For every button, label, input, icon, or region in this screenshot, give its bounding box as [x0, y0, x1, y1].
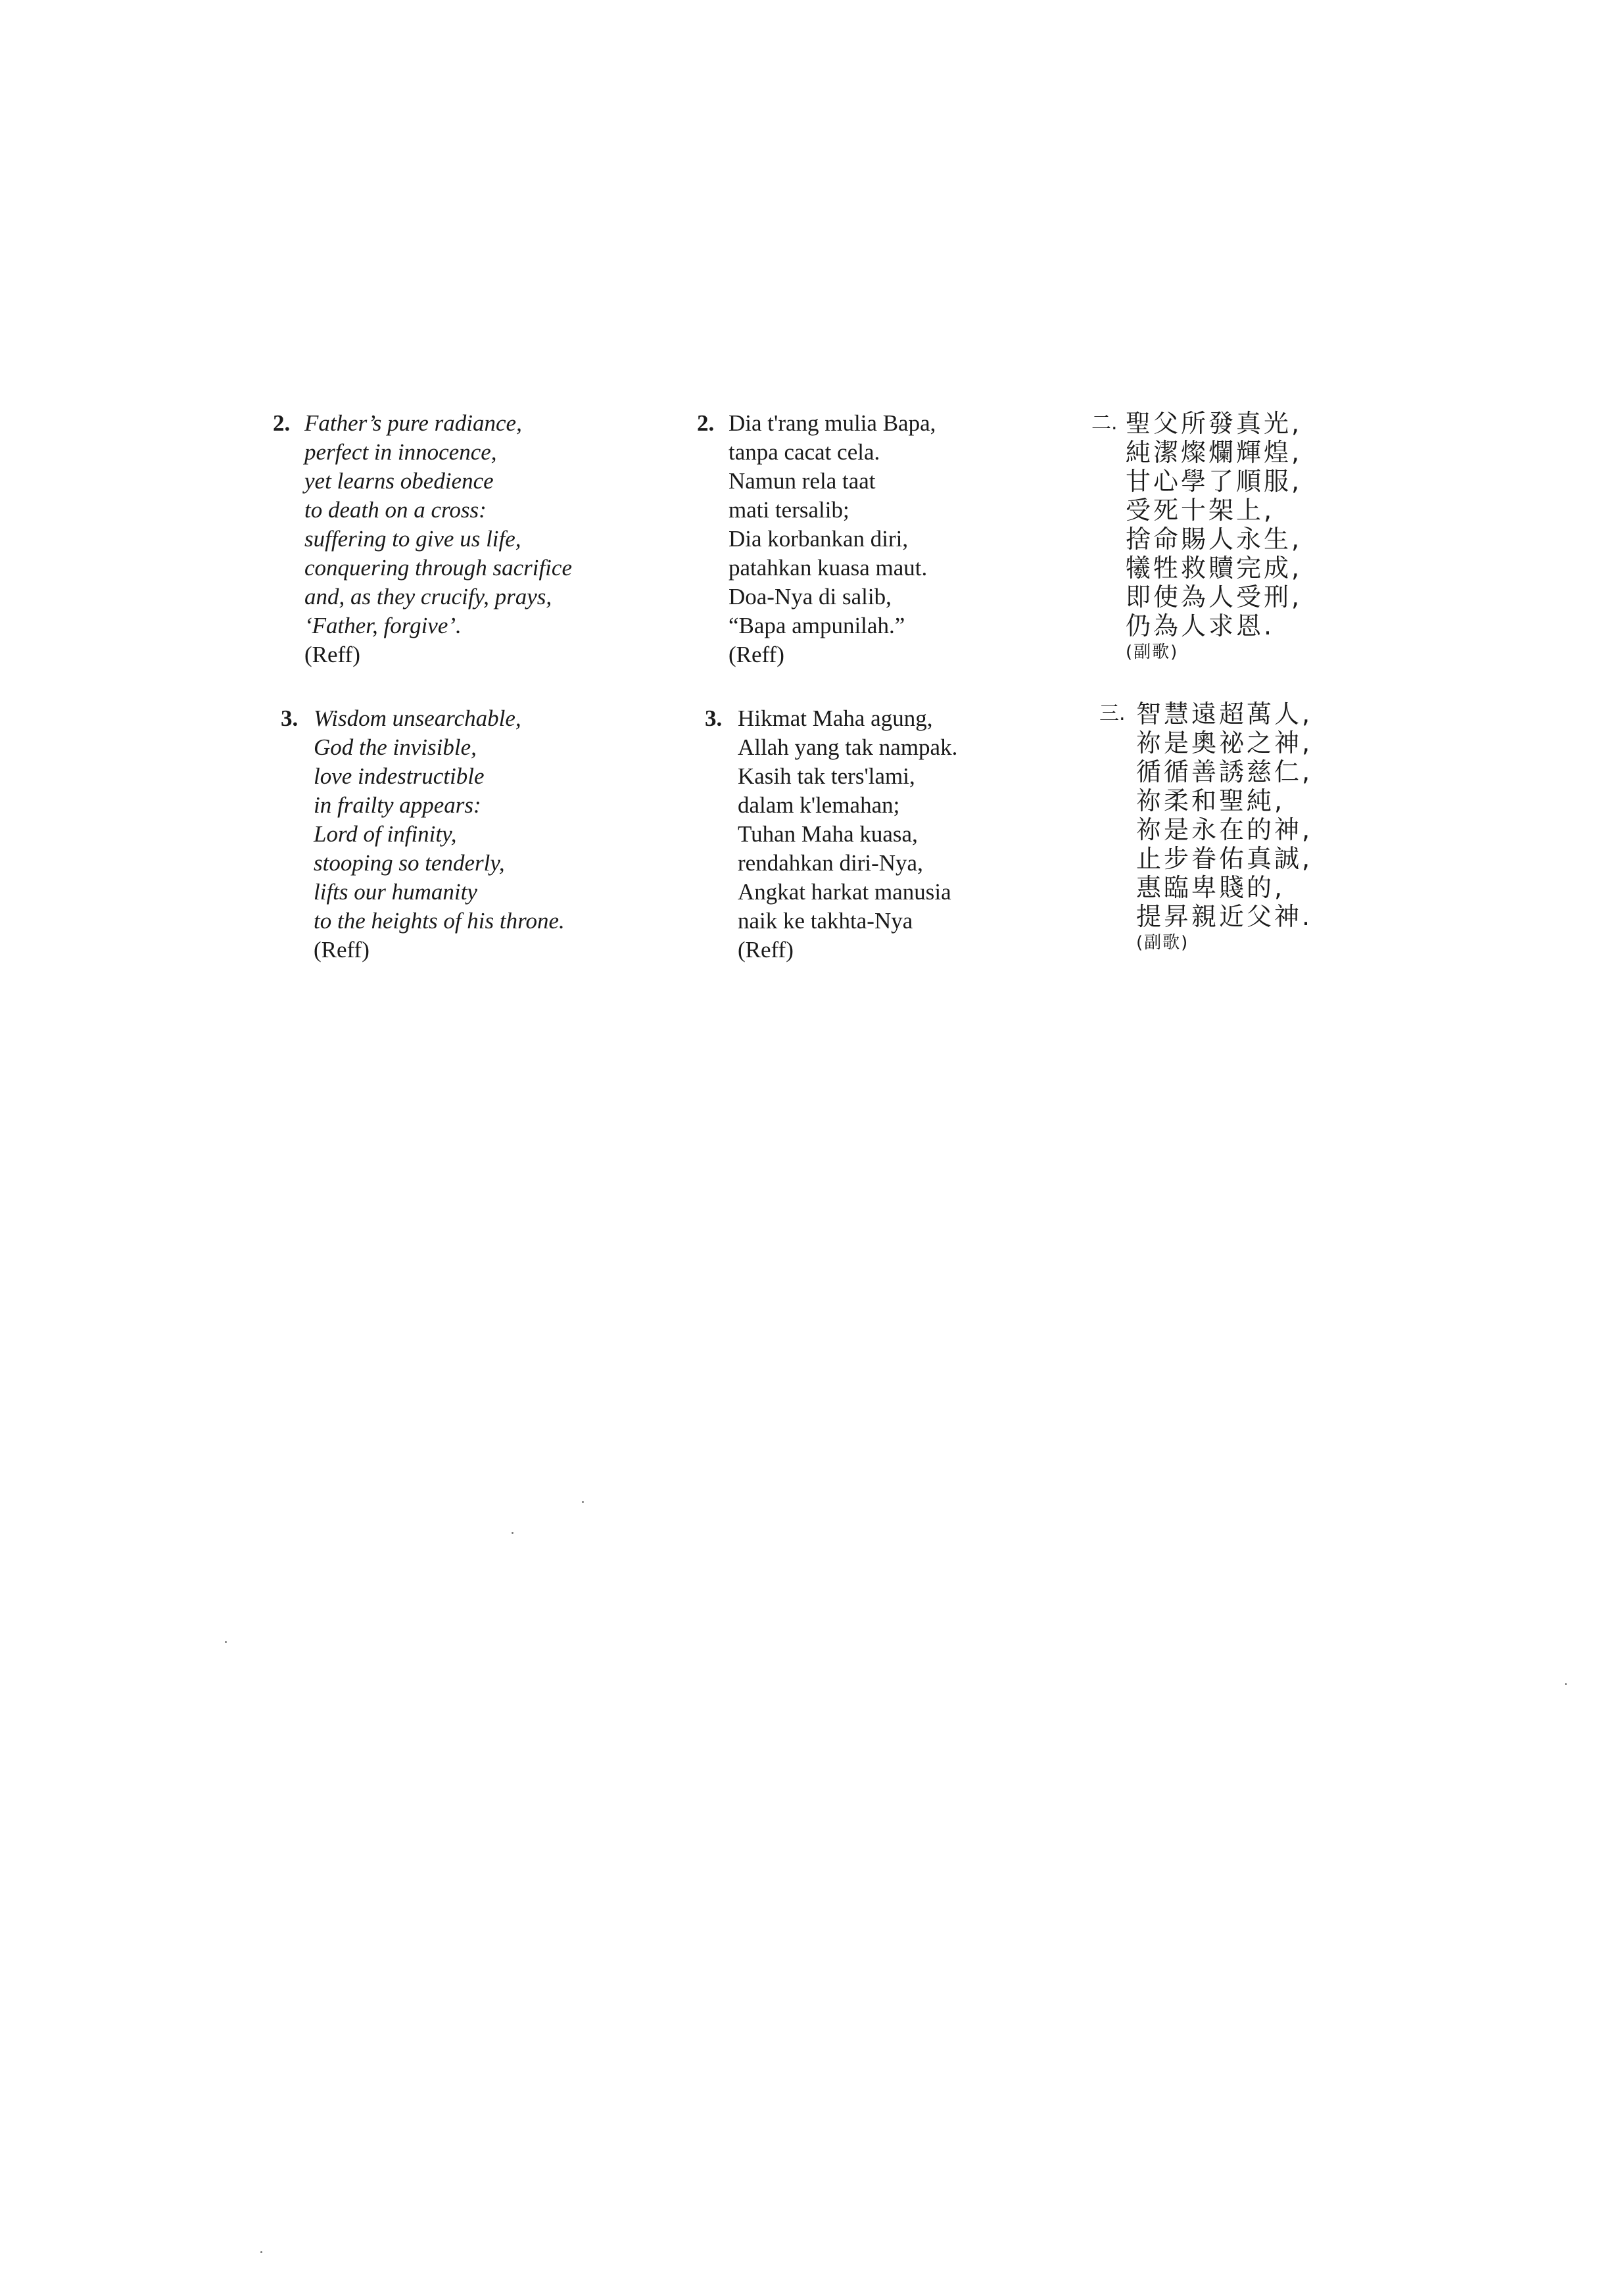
refrain-label: (Reff) — [738, 937, 794, 963]
lyric-line: stooping so tenderly, — [314, 850, 505, 876]
scan-speck — [1565, 1683, 1567, 1685]
lyric-line: 祢柔和聖純, — [1136, 786, 1285, 815]
lyric-line: lifts our humanity — [314, 879, 477, 905]
lyric-line: dalam k'lemahan; — [738, 792, 900, 818]
verse-number: 3. — [705, 705, 723, 731]
lyric-line: 甘心學了順服, — [1126, 467, 1302, 496]
scan-speck — [225, 1641, 227, 1643]
lyric-line: 惠臨卑賤的, — [1136, 873, 1285, 902]
lyric-line: patahkan kuasa maut. — [728, 555, 928, 581]
refrain-label: (副歌) — [1126, 642, 1179, 662]
lyric-line: Dia korbankan diri, — [728, 526, 909, 552]
lyric-line: yet learns obedience — [304, 468, 494, 494]
lyric-line: 止步眷佑真誠, — [1136, 844, 1313, 873]
lyric-line: love indestructible — [314, 763, 485, 789]
refrain-label: (副歌) — [1136, 933, 1189, 953]
verse-number: 3. — [281, 705, 299, 731]
lyric-line: “Bapa ampunilah.” — [728, 613, 905, 638]
refrain-label: (Reff) — [314, 937, 370, 963]
lyric-line: 祢是奧祕之神, — [1136, 728, 1313, 757]
lyric-line: to death on a cross: — [304, 497, 487, 523]
lyric-line: tanpa cacat cela. — [728, 439, 880, 465]
lyric-line: God the invisible, — [314, 734, 477, 760]
lyric-line: Namun rela taat — [728, 468, 876, 494]
lyric-line: 祢是永在的神, — [1136, 815, 1313, 844]
lyric-line: Tuhan Maha kuasa, — [738, 821, 918, 847]
lyric-line: 犧牲救贖完成, — [1126, 554, 1302, 583]
lyric-line: Angkat harkat manusia — [738, 879, 951, 905]
verse-number: 三. — [1099, 702, 1126, 725]
lyric-line: 循循善誘慈仁, — [1136, 757, 1313, 786]
verse-number: 2. — [697, 410, 715, 436]
refrain-label: (Reff) — [304, 642, 360, 667]
lyric-line: and, as they crucify, prays, — [304, 584, 552, 609]
scan-speck — [260, 2251, 262, 2253]
refrain-label: (Reff) — [728, 642, 784, 667]
lyric-line: ‘Father, forgive’. — [304, 613, 462, 638]
lyric-line: mati tersalib; — [728, 497, 849, 523]
lyric-line: 提昇親近父神. — [1136, 902, 1313, 931]
lyric-line: rendahkan diri-Nya, — [738, 850, 923, 876]
lyric-line: conquering through sacrifice — [304, 555, 572, 581]
verse-number: 二. — [1091, 412, 1118, 435]
lyric-line: Father’s pure radiance, — [304, 410, 522, 436]
lyric-line: to the heights of his throne. — [314, 908, 565, 934]
lyric-line: naik ke takhta-Nya — [738, 908, 913, 934]
lyric-line: 聖父所發真光, — [1126, 409, 1302, 438]
lyric-line: Dia t'rang mulia Bapa, — [728, 410, 936, 436]
lyric-line: Wisdom unsearchable, — [314, 705, 521, 731]
lyric-line: 純潔燦爛輝煌, — [1126, 438, 1302, 467]
lyric-line: 即使為人受刑, — [1126, 583, 1302, 611]
lyric-line: Allah yang tak nampak. — [738, 734, 958, 760]
lyric-line: 智慧遠超萬人, — [1136, 700, 1313, 728]
lyric-line: Hikmat Maha agung, — [738, 705, 933, 731]
lyric-line: 受死十架上, — [1126, 496, 1275, 525]
verse-number: 2. — [273, 410, 291, 436]
lyric-line: in frailty appears: — [314, 792, 481, 818]
scan-speck — [582, 1501, 584, 1503]
lyric-line: Lord of infinity, — [314, 821, 457, 847]
lyric-line: 仍為人求恩. — [1126, 611, 1275, 640]
lyric-line: Kasih tak ters'lami, — [738, 763, 915, 789]
lyric-line: Doa-Nya di salib, — [728, 584, 892, 609]
lyric-line: 捨命賜人永生, — [1126, 525, 1302, 554]
lyric-line: perfect in innocence, — [304, 439, 497, 465]
lyric-line: suffering to give us life, — [304, 526, 521, 552]
scan-speck — [512, 1532, 513, 1534]
